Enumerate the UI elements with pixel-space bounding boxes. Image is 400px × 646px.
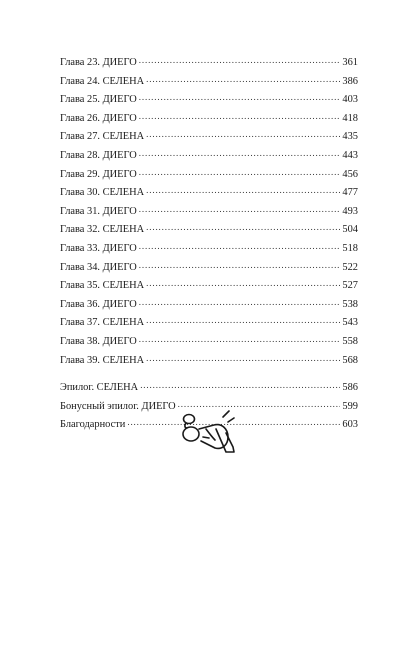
toc-dot-leader — [139, 51, 341, 70]
toc-dot-leader — [139, 200, 341, 219]
toc-entry-title: Бонусный эпилог. ДИЕГО — [60, 400, 176, 412]
toc-entry-title: Глава 37. СЕЛЕНА — [60, 317, 145, 329]
toc-entry-title: Глава 36. ДИЕГО — [60, 298, 137, 310]
toc-dot-leader — [139, 237, 341, 256]
toc-entry-page: 403 — [342, 94, 358, 106]
toc-entry-title: Глава 35. СЕЛЕНА — [60, 280, 145, 292]
toc-dot-leader — [146, 349, 340, 368]
toc-entry-page: 522 — [342, 261, 358, 273]
toc-entry-title: Глава 39. СЕЛЕНА — [60, 354, 145, 366]
toc-entry-page: 386 — [342, 75, 358, 87]
toc-entry-title: Глава 24. СЕЛЕНА — [60, 75, 145, 87]
toc-dot-leader — [139, 163, 341, 182]
toc-entry-title: Глава 34. ДИЕГО — [60, 261, 137, 273]
toc-dot-leader — [139, 293, 341, 312]
toc-dot-leader — [139, 330, 341, 349]
table-of-contents — [60, 53, 358, 434]
toc-dot-leader — [146, 125, 340, 144]
toc-dot-leader — [139, 88, 341, 107]
toc-entry-title: Глава 31. ДИЕГО — [60, 205, 137, 217]
toc-entry-page: 586 — [342, 382, 358, 394]
toc-entry-title: Глава 28. ДИЕГО — [60, 149, 137, 161]
toc-entry-page: 518 — [342, 242, 358, 254]
toc-entry-page: 603 — [342, 419, 358, 431]
toc-entry-title: Глава 32. СЕЛЕНА — [60, 224, 145, 236]
toc-dot-leader — [139, 144, 341, 163]
toc-dot-leader — [139, 107, 341, 126]
toc-dot-leader — [140, 376, 340, 395]
toc-entry-title: Глава 27. СЕЛЕНА — [60, 131, 145, 143]
toc-dot-leader — [146, 274, 340, 293]
toc-entry — [60, 351, 358, 370]
toc-entry-title: Благодарности — [60, 419, 126, 431]
toc-entry-page: 527 — [342, 280, 358, 292]
toc-entry-page: 361 — [342, 57, 358, 68]
toc-entry-title: Эпилог. СЕЛЕНА — [60, 382, 139, 394]
toc-entry-page: 599 — [342, 400, 358, 412]
toc-entry-page: 435 — [342, 131, 358, 143]
toc-dot-leader — [146, 70, 340, 89]
toc-entry-page: 443 — [342, 149, 358, 161]
toc-entry-title: Глава 33. ДИЕГО — [60, 242, 137, 254]
toc-entry-page: 477 — [342, 187, 358, 199]
toc-entry-page: 568 — [342, 354, 358, 366]
toc-dot-leader — [146, 181, 340, 200]
toc-entry-page: 418 — [342, 112, 358, 124]
toc-entry-page: 493 — [342, 205, 358, 217]
toc-entry-page: 538 — [342, 298, 358, 310]
whistle-icon — [176, 407, 242, 465]
toc-entry-title: Глава 30. СЕЛЕНА — [60, 187, 145, 199]
toc-entry-title: Глава 25. ДИЕГО — [60, 94, 137, 106]
toc-entry-title: Глава 26. ДИЕГО — [60, 112, 137, 124]
toc-dot-leader — [146, 311, 340, 330]
toc-entry-page: 558 — [342, 335, 358, 347]
toc-dot-leader — [146, 218, 340, 237]
toc-entry-title: Глава 29. ДИЕГО — [60, 168, 137, 180]
toc-dot-leader — [139, 256, 341, 275]
toc-entry-page: 456 — [342, 168, 358, 180]
toc-entry-title: Глава 38. ДИЕГО — [60, 335, 137, 347]
toc-entry-title: Глава 23. ДИЕГО — [60, 57, 137, 68]
toc-entry-page: 543 — [342, 317, 358, 329]
toc-entry-page: 504 — [342, 224, 358, 236]
